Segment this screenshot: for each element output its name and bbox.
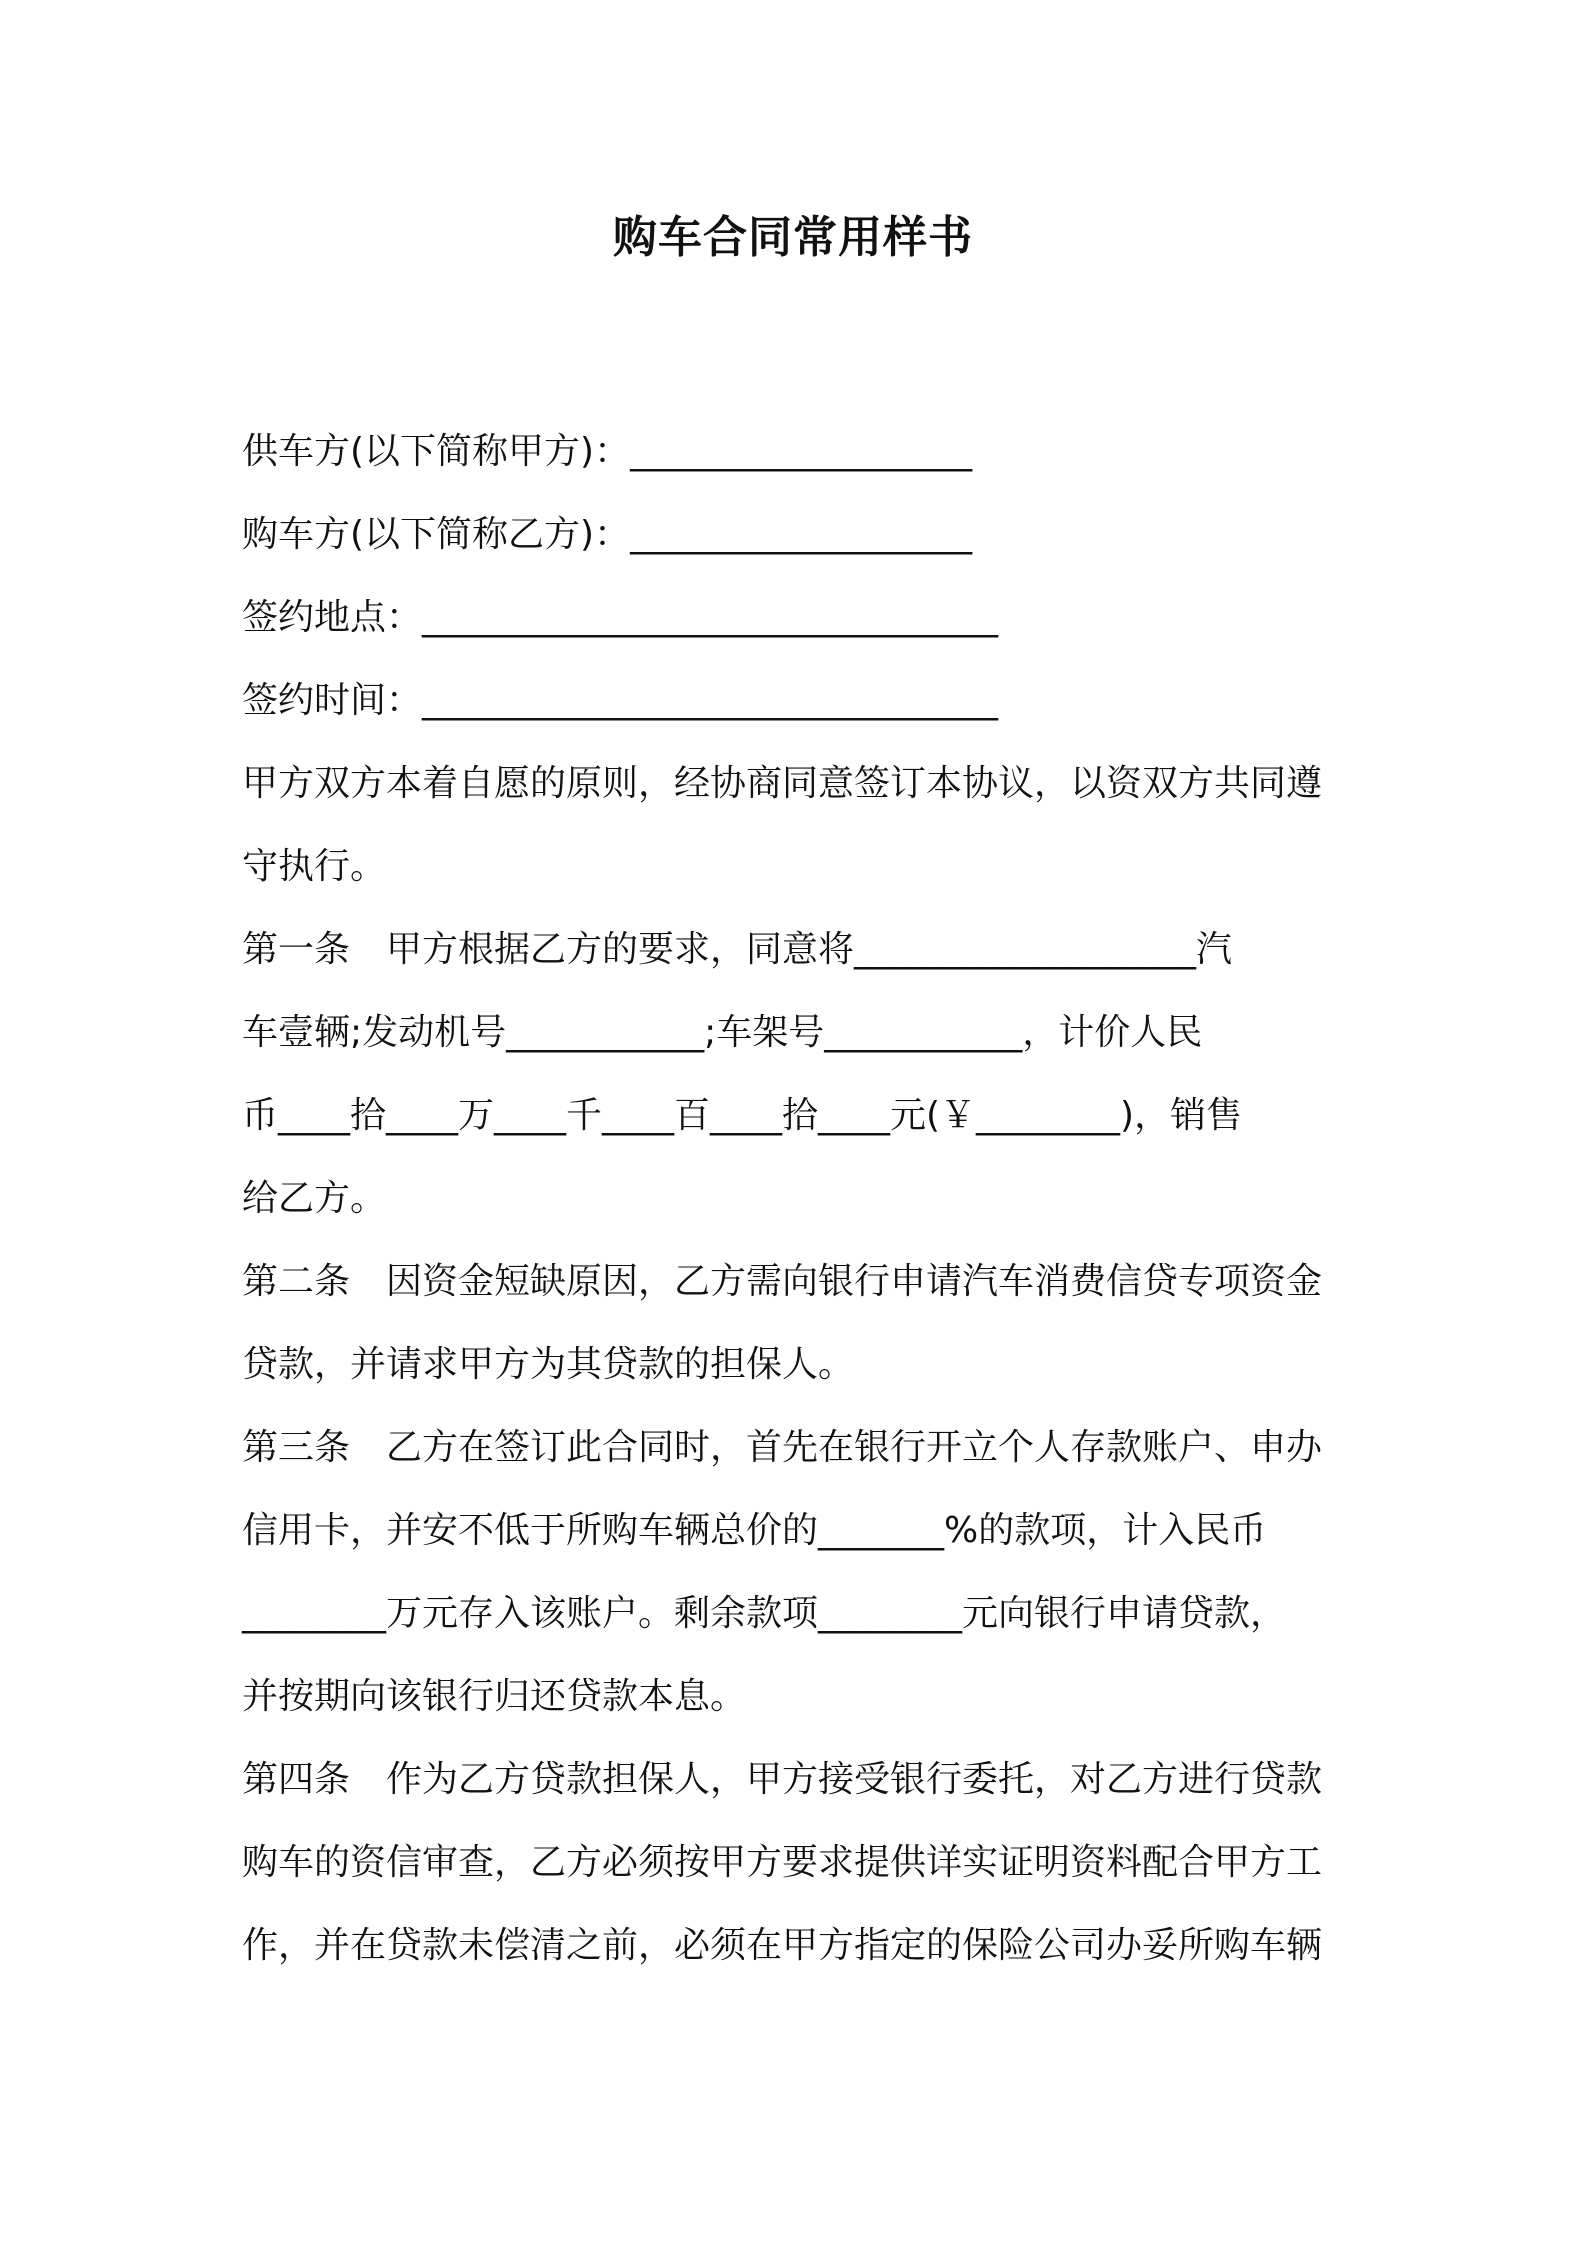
article-4-line: 第四条 作为乙方贷款担保人，甲方接受银行委托，对乙方进行贷款 [242,1759,1323,1800]
article-3-line: 并按期向该银行归还贷款本息。 [242,1676,747,1717]
article-1-line: 给乙方。 [242,1178,387,1219]
document-title: 购车合同常用样书 [613,212,973,263]
article-3-line: 信用卡，并安不低于所购车辆总价的_______%的款项，计入民币 [242,1510,1267,1551]
article-4-line: 购车的资信审查，乙方必须按甲方要求提供详实证明资料配合甲方工 [242,1842,1323,1883]
article-1-line: 第一条 甲方根据乙方的要求，同意将___________________汽 [242,929,1233,970]
preamble-line: 甲方双方本着自愿的原则，经协商同意签订本协议，以资双方共同遵 [242,763,1323,804]
document-body [242,410,1352,1987]
article-1-line: 车壹辆;发动机号___________;车架号___________，计价人民 [242,1012,1203,1053]
article-1-line: 币____拾____万____千____百____拾____元(￥________)，销售 [242,1095,1243,1136]
preamble-line: 守执行。 [242,846,387,887]
signing-location-line: 签约地点：________________________________ [242,597,999,638]
supplier-party-line: 供车方(以下简称甲方)：___________________ [242,431,973,472]
article-2-line: 第二条 因资金短缺原因，乙方需向银行申请汽车消费信贷专项资金 [242,1261,1323,1302]
article-4-line: 作，并在贷款未偿清之前，必须在甲方指定的保险公司办妥所购车辆 [242,1925,1323,1966]
buyer-party-line: 购车方(以下简称乙方)：___________________ [242,514,973,555]
article-2-line: 贷款，并请求甲方为其贷款的担保人。 [242,1344,855,1385]
article-3-line: 第三条 乙方在签订此合同时，首先在银行开立个人存款账户、申办 [242,1427,1323,1468]
signing-time-line: 签约时间：________________________________ [242,680,999,721]
article-3-line: ________万元存入该账户。剩余款项________元向银行申请贷款， [242,1593,1287,1634]
